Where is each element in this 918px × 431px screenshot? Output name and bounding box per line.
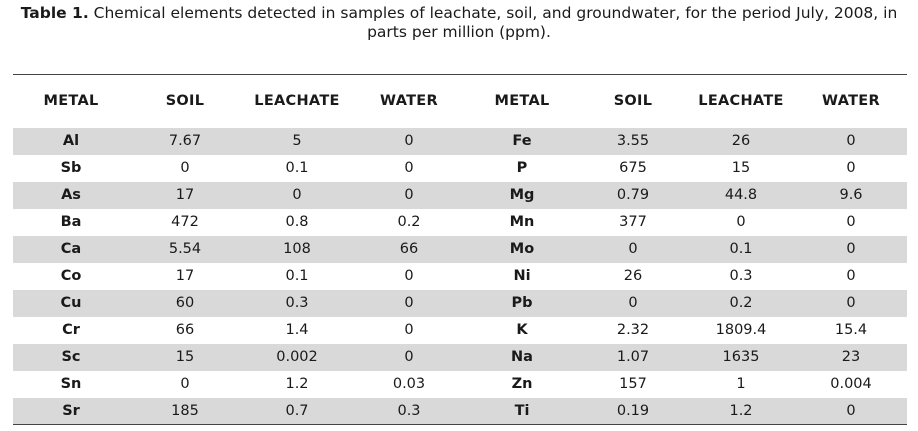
value-cell: 17 — [129, 182, 241, 209]
value-cell: 15 — [129, 344, 241, 371]
header-cell: METAL — [465, 75, 579, 128]
value-cell: 0 — [241, 182, 353, 209]
value-cell: 7.67 — [129, 128, 241, 155]
table-caption — [8, 4, 910, 42]
value-cell: 0.2 — [397, 214, 421, 230]
header-cell: SOIL — [129, 75, 241, 128]
value-cell: 0 — [353, 290, 465, 317]
value-cell: 0.004 — [830, 376, 872, 392]
metal-cell: Sr — [13, 398, 129, 425]
metal-cell: Co — [60, 268, 82, 284]
value-cell: 0 — [795, 128, 907, 155]
value-cell: 0 — [404, 268, 414, 284]
value-cell: 0.3 — [353, 398, 465, 425]
table-row — [13, 236, 907, 263]
value-cell: 0.8 — [285, 214, 309, 230]
table-row — [13, 155, 907, 182]
table-row — [13, 290, 907, 317]
table-row — [13, 263, 907, 290]
value-cell: 0 — [795, 290, 907, 317]
value-cell: 15.4 — [834, 322, 868, 338]
metal-cell: Ti — [465, 398, 579, 425]
metal-cell: Fe — [465, 128, 579, 155]
value-cell: 66 — [175, 322, 195, 338]
value-cell: 1.07 — [579, 344, 687, 371]
header-cell: LEACHATE — [687, 75, 795, 128]
value-cell: 9.6 — [795, 182, 907, 209]
metal-cell: K — [516, 322, 528, 338]
elements-table — [13, 74, 907, 425]
value-cell: 1.4 — [285, 322, 309, 338]
value-cell: 377 — [619, 214, 647, 230]
value-cell: 0 — [736, 214, 746, 230]
value-cell: 26 — [687, 128, 795, 155]
value-cell: 1635 — [687, 344, 795, 371]
metal-cell: Na — [465, 344, 579, 371]
value-cell: 108 — [241, 236, 353, 263]
value-cell: 0.002 — [241, 344, 353, 371]
value-cell: 0 — [180, 376, 190, 392]
value-cell: 1 — [736, 376, 746, 392]
value-cell: 0 — [353, 344, 465, 371]
header-cell: SOIL — [579, 75, 687, 128]
table-row — [13, 344, 907, 371]
table-row — [13, 398, 907, 425]
metal-cell: Ba — [60, 214, 82, 230]
table-row — [13, 128, 907, 155]
metal-cell: Mn — [509, 214, 535, 230]
value-cell: 0 — [180, 160, 190, 176]
value-cell: 23 — [795, 344, 907, 371]
value-cell: 0 — [846, 160, 856, 176]
value-cell: 0.19 — [579, 398, 687, 425]
value-cell: 0 — [579, 236, 687, 263]
value-cell: 44.8 — [687, 182, 795, 209]
value-cell: 0.3 — [241, 290, 353, 317]
value-cell: 157 — [619, 376, 647, 392]
value-cell: 5 — [241, 128, 353, 155]
table-row — [13, 209, 907, 236]
value-cell: 0.1 — [285, 268, 309, 284]
header-cell: LEACHATE — [241, 75, 353, 128]
caption-text: Chemical elements detected in samples of leachate, soil, and groundwater, for the period July, 2008, in parts per million (ppm). — [88, 4, 898, 41]
value-cell: 0 — [404, 322, 414, 338]
value-cell: 0 — [795, 398, 907, 425]
header-row — [13, 75, 907, 128]
table-body — [13, 128, 907, 425]
metal-cell: Ni — [513, 268, 531, 284]
value-cell: 2.32 — [616, 322, 650, 338]
header-cell: WATER — [353, 75, 465, 128]
header-cell: METAL — [13, 75, 129, 128]
metal-cell: Al — [13, 128, 129, 155]
value-cell: 3.55 — [579, 128, 687, 155]
metal-cell: Pb — [465, 290, 579, 317]
metal-cell: P — [516, 160, 528, 176]
value-cell: 0.1 — [285, 160, 309, 176]
metal-cell: Cu — [13, 290, 129, 317]
value-cell: 0.7 — [241, 398, 353, 425]
value-cell: 0.2 — [687, 290, 795, 317]
value-cell: 60 — [129, 290, 241, 317]
value-cell: 185 — [129, 398, 241, 425]
value-cell: 0.03 — [392, 376, 426, 392]
metal-cell: Mo — [465, 236, 579, 263]
value-cell: 17 — [175, 268, 195, 284]
table-row — [13, 371, 907, 398]
metal-cell: Sb — [60, 160, 82, 176]
value-cell: 26 — [623, 268, 643, 284]
metal-cell: Mg — [465, 182, 579, 209]
value-cell: 66 — [353, 236, 465, 263]
metal-cell: Sc — [13, 344, 129, 371]
table-row — [13, 182, 907, 209]
value-cell: 0 — [353, 128, 465, 155]
caption-label: Table 1. — [20, 4, 89, 22]
value-cell: 15 — [731, 160, 751, 176]
metal-cell: As — [13, 182, 129, 209]
table-row — [13, 317, 907, 344]
metal-cell: Cr — [62, 322, 80, 338]
value-cell: 0.1 — [687, 236, 795, 263]
value-cell: 0.79 — [579, 182, 687, 209]
metal-cell: Ca — [13, 236, 129, 263]
value-cell: 1.2 — [285, 376, 309, 392]
value-cell: 472 — [171, 214, 199, 230]
value-cell: 0 — [846, 268, 856, 284]
header-cell: WATER — [795, 75, 907, 128]
value-cell: 0 — [846, 214, 856, 230]
value-cell: 1809.4 — [715, 322, 767, 338]
value-cell: 1.2 — [687, 398, 795, 425]
value-cell: 5.54 — [129, 236, 241, 263]
value-cell: 0 — [404, 160, 414, 176]
value-cell: 0 — [353, 182, 465, 209]
value-cell: 675 — [619, 160, 647, 176]
value-cell: 0 — [795, 236, 907, 263]
metal-cell: Sn — [60, 376, 82, 392]
metal-cell: Zn — [511, 376, 533, 392]
value-cell: 0 — [579, 290, 687, 317]
value-cell: 0.3 — [729, 268, 753, 284]
